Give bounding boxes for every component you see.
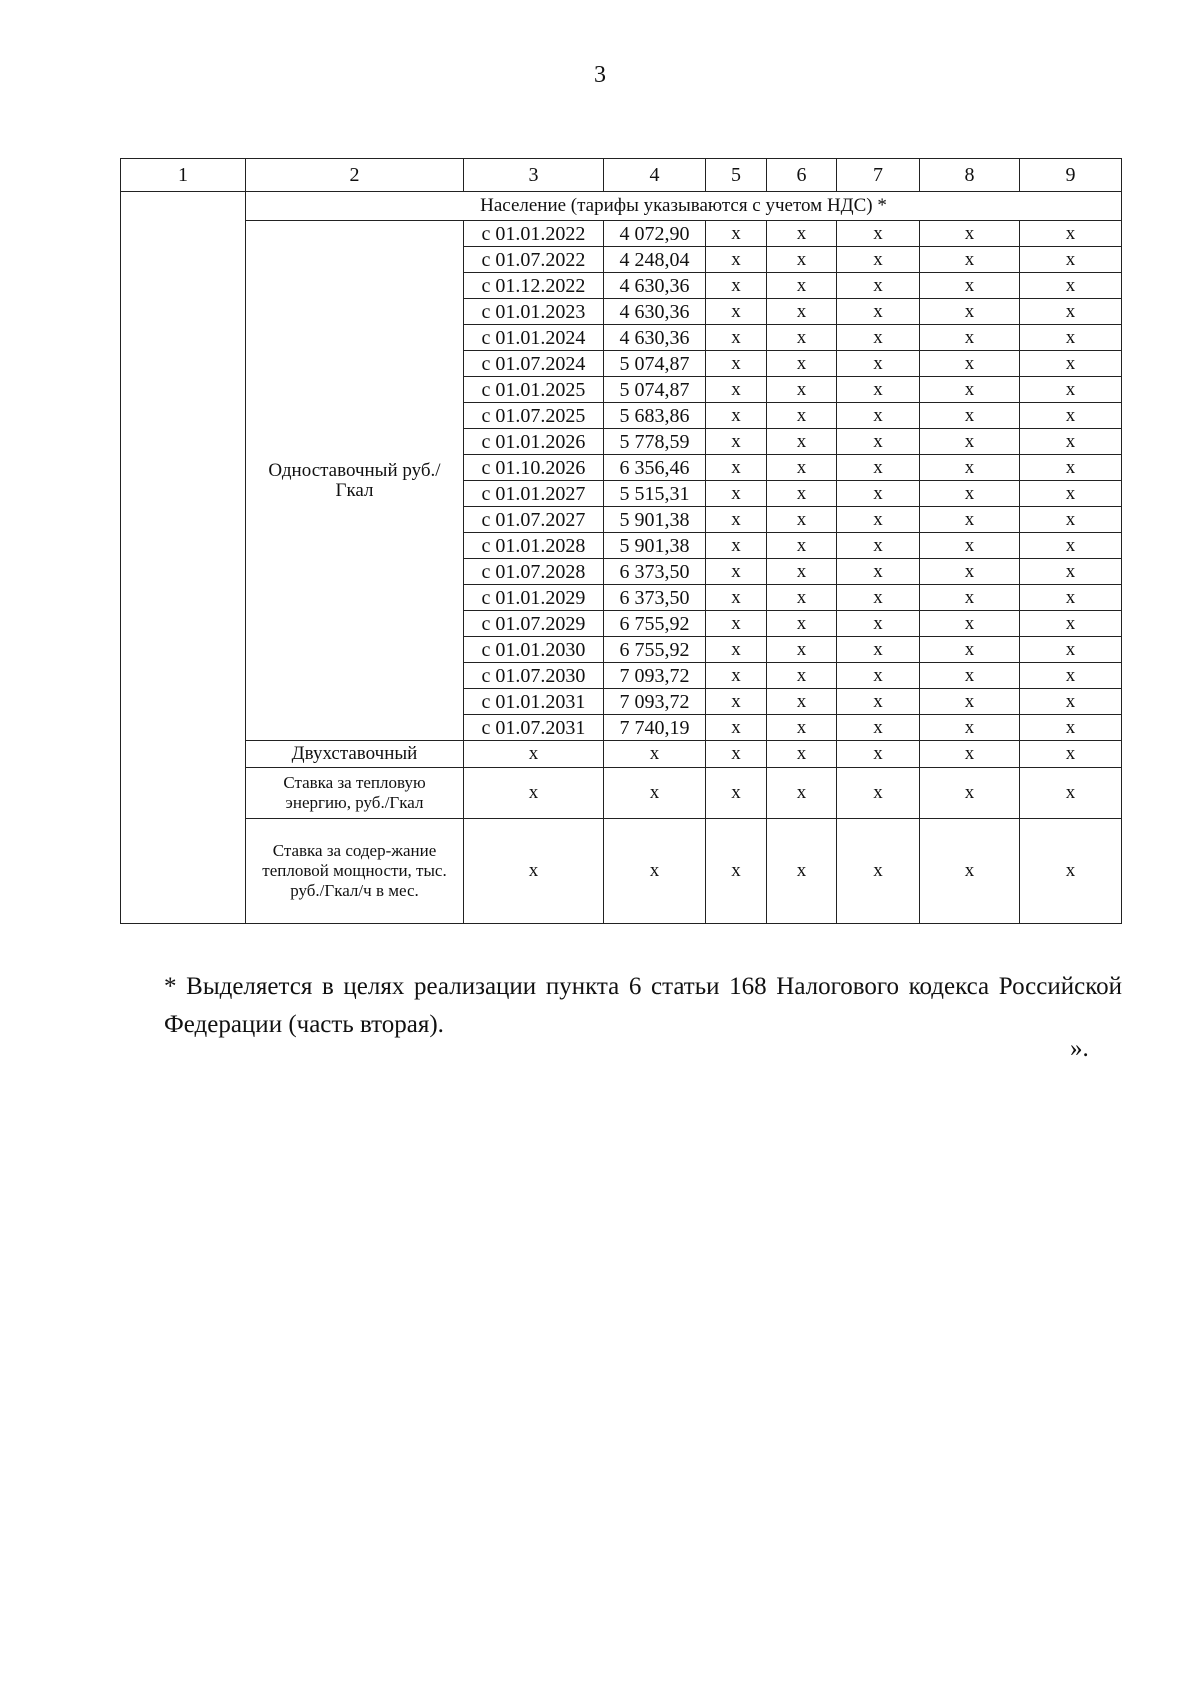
effective-date: с 01.01.2028: [464, 533, 604, 559]
empty-marker: х: [920, 325, 1020, 351]
effective-date: с 01.07.2031: [464, 715, 604, 741]
empty-marker: х: [1020, 273, 1122, 299]
empty-marker: х: [837, 351, 920, 377]
effective-date: с 01.01.2031: [464, 689, 604, 715]
empty-marker: х: [706, 299, 767, 325]
column-header: 8: [920, 159, 1020, 192]
empty-marker: х: [706, 715, 767, 741]
empty-marker: х: [837, 768, 920, 819]
effective-date: с 01.01.2029: [464, 585, 604, 611]
empty-marker: х: [464, 768, 604, 819]
column-header: 3: [464, 159, 604, 192]
empty-marker: х: [706, 377, 767, 403]
empty-marker: х: [767, 455, 837, 481]
tariff-value: 4 248,04: [604, 247, 706, 273]
tariff-value: 4 630,36: [604, 273, 706, 299]
empty-marker: х: [1020, 533, 1122, 559]
empty-marker: х: [706, 611, 767, 637]
empty-marker: х: [1020, 429, 1122, 455]
empty-marker: х: [706, 819, 767, 924]
empty-marker: х: [920, 273, 1020, 299]
effective-date: с 01.01.2023: [464, 299, 604, 325]
empty-marker: х: [837, 611, 920, 637]
empty-marker: х: [837, 429, 920, 455]
tariff-value: 5 778,59: [604, 429, 706, 455]
empty-marker: х: [920, 533, 1020, 559]
empty-marker: х: [920, 351, 1020, 377]
empty-marker: х: [837, 819, 920, 924]
tariff-value: 6 373,50: [604, 559, 706, 585]
effective-date: с 01.07.2030: [464, 663, 604, 689]
empty-marker: х: [1020, 689, 1122, 715]
empty-marker: х: [767, 559, 837, 585]
empty-marker: х: [767, 715, 837, 741]
tariff-value: 5 901,38: [604, 533, 706, 559]
empty-marker: х: [706, 247, 767, 273]
empty-marker: х: [767, 768, 837, 819]
empty-marker: х: [1020, 403, 1122, 429]
table-row: [121, 768, 1122, 819]
empty-marker: х: [837, 689, 920, 715]
empty-marker: х: [920, 455, 1020, 481]
section-row: [121, 192, 1122, 221]
effective-date: с 01.07.2029: [464, 611, 604, 637]
footnote: * Выделяется в целях реализации пункта 6 статьи 168 Налогового кодекса Российской Федерации (часть вторая).: [164, 973, 1122, 1038]
empty-marker: х: [920, 507, 1020, 533]
empty-marker: х: [920, 741, 1020, 768]
tariff-value: 6 755,92: [604, 611, 706, 637]
empty-marker: х: [767, 507, 837, 533]
column-header: 5: [706, 159, 767, 192]
empty-marker: х: [920, 715, 1020, 741]
empty-marker: х: [920, 299, 1020, 325]
empty-marker: х: [767, 403, 837, 429]
empty-marker: х: [706, 507, 767, 533]
empty-marker: х: [920, 377, 1020, 403]
table-row: [121, 819, 1122, 924]
empty-marker: х: [837, 507, 920, 533]
empty-marker: х: [604, 741, 706, 768]
effective-date: с 01.07.2027: [464, 507, 604, 533]
effective-date: с 01.07.2028: [464, 559, 604, 585]
empty-marker: х: [706, 351, 767, 377]
blank-first-column: [121, 192, 246, 924]
empty-marker: х: [706, 768, 767, 819]
empty-marker: х: [767, 611, 837, 637]
page-number: 3: [594, 62, 606, 88]
column-number-row: [121, 159, 1122, 192]
empty-marker: х: [920, 637, 1020, 663]
empty-marker: х: [837, 585, 920, 611]
empty-marker: х: [920, 247, 1020, 273]
empty-marker: х: [706, 403, 767, 429]
empty-marker: х: [706, 741, 767, 768]
tariff-table: [120, 158, 1122, 924]
tariff-value: 4 630,36: [604, 299, 706, 325]
effective-date: с 01.10.2026: [464, 455, 604, 481]
empty-marker: х: [837, 273, 920, 299]
empty-marker: х: [1020, 221, 1122, 247]
empty-marker: х: [837, 377, 920, 403]
empty-marker: х: [1020, 611, 1122, 637]
empty-marker: х: [706, 585, 767, 611]
empty-marker: х: [1020, 715, 1122, 741]
empty-marker: х: [1020, 455, 1122, 481]
column-header: 7: [837, 159, 920, 192]
empty-marker: х: [1020, 819, 1122, 924]
effective-date: с 01.07.2024: [464, 351, 604, 377]
empty-marker: х: [920, 221, 1020, 247]
effective-date: с 01.01.2024: [464, 325, 604, 351]
tariff-value: 7 740,19: [604, 715, 706, 741]
empty-marker: х: [767, 637, 837, 663]
effective-date: с 01.07.2022: [464, 247, 604, 273]
empty-marker: х: [1020, 559, 1122, 585]
empty-marker: х: [706, 325, 767, 351]
empty-marker: х: [767, 741, 837, 768]
empty-marker: х: [837, 559, 920, 585]
empty-marker: х: [767, 247, 837, 273]
tariff-value: 5 074,87: [604, 351, 706, 377]
empty-marker: х: [767, 689, 837, 715]
effective-date: с 01.07.2025: [464, 403, 604, 429]
empty-marker: х: [604, 768, 706, 819]
empty-marker: х: [767, 325, 837, 351]
capacity-rate-label: Ставка за содер-жание тепловой мощности, тыс. руб./Гкал/ч в мес.: [246, 819, 464, 924]
empty-marker: х: [706, 429, 767, 455]
effective-date: с 01.01.2025: [464, 377, 604, 403]
empty-marker: х: [767, 299, 837, 325]
empty-marker: х: [1020, 663, 1122, 689]
empty-marker: х: [920, 611, 1020, 637]
empty-marker: х: [1020, 299, 1122, 325]
empty-marker: х: [464, 741, 604, 768]
empty-marker: х: [1020, 768, 1122, 819]
tariff-value: 5 074,87: [604, 377, 706, 403]
empty-marker: х: [837, 299, 920, 325]
empty-marker: х: [1020, 247, 1122, 273]
empty-marker: х: [920, 768, 1020, 819]
empty-marker: х: [1020, 377, 1122, 403]
one-part-tariff-label: Одноставочный руб./Гкал: [246, 221, 464, 741]
table-body: [121, 159, 1122, 924]
empty-marker: х: [706, 663, 767, 689]
empty-marker: х: [767, 429, 837, 455]
empty-marker: х: [837, 533, 920, 559]
empty-marker: х: [920, 585, 1020, 611]
empty-marker: х: [706, 689, 767, 715]
empty-marker: х: [920, 663, 1020, 689]
tariff-value: 7 093,72: [604, 663, 706, 689]
tariff-value: 6 373,50: [604, 585, 706, 611]
empty-marker: х: [464, 819, 604, 924]
tariff-value: 7 093,72: [604, 689, 706, 715]
empty-marker: х: [920, 819, 1020, 924]
column-header: 4: [604, 159, 706, 192]
empty-marker: х: [837, 715, 920, 741]
empty-marker: х: [706, 533, 767, 559]
effective-date: с 01.01.2022: [464, 221, 604, 247]
empty-marker: х: [837, 663, 920, 689]
tariff-value: 5 683,86: [604, 403, 706, 429]
column-header: 6: [767, 159, 837, 192]
column-header: 1: [121, 159, 246, 192]
effective-date: с 01.01.2027: [464, 481, 604, 507]
empty-marker: х: [837, 455, 920, 481]
effective-date: с 01.01.2030: [464, 637, 604, 663]
empty-marker: х: [920, 559, 1020, 585]
empty-marker: х: [1020, 637, 1122, 663]
empty-marker: х: [920, 403, 1020, 429]
empty-marker: х: [767, 533, 837, 559]
table-row: [121, 741, 1122, 768]
empty-marker: х: [920, 481, 1020, 507]
empty-marker: х: [767, 585, 837, 611]
heat-energy-rate-label: Ставка за тепловую энергию, руб./Гкал: [246, 768, 464, 819]
effective-date: с 01.12.2022: [464, 273, 604, 299]
empty-marker: х: [1020, 507, 1122, 533]
empty-marker: х: [706, 455, 767, 481]
empty-marker: х: [767, 819, 837, 924]
empty-marker: х: [767, 273, 837, 299]
empty-marker: х: [706, 273, 767, 299]
empty-marker: х: [837, 403, 920, 429]
empty-marker: х: [1020, 481, 1122, 507]
empty-marker: х: [706, 481, 767, 507]
empty-marker: х: [604, 819, 706, 924]
tariff-value: 4 630,36: [604, 325, 706, 351]
tariff-value: 6 356,46: [604, 455, 706, 481]
empty-marker: х: [837, 221, 920, 247]
empty-marker: х: [920, 689, 1020, 715]
tariff-value: 6 755,92: [604, 637, 706, 663]
empty-marker: х: [837, 247, 920, 273]
tariff-value: 5 901,38: [604, 507, 706, 533]
empty-marker: х: [767, 481, 837, 507]
empty-marker: х: [767, 377, 837, 403]
empty-marker: х: [837, 481, 920, 507]
empty-marker: х: [920, 429, 1020, 455]
column-header: 2: [246, 159, 464, 192]
effective-date: с 01.01.2026: [464, 429, 604, 455]
empty-marker: х: [1020, 741, 1122, 768]
empty-marker: х: [706, 559, 767, 585]
closing-quote: ».: [1070, 1035, 1089, 1062]
empty-marker: х: [837, 325, 920, 351]
empty-marker: х: [767, 221, 837, 247]
empty-marker: х: [706, 221, 767, 247]
empty-marker: х: [837, 637, 920, 663]
empty-marker: х: [837, 741, 920, 768]
section-title: Население (тарифы указываются с учетом НДС) *: [246, 192, 1122, 221]
tariff-value: 4 072,90: [604, 221, 706, 247]
empty-marker: х: [706, 637, 767, 663]
empty-marker: х: [767, 663, 837, 689]
column-header: 9: [1020, 159, 1122, 192]
empty-marker: х: [1020, 585, 1122, 611]
tariff-value: 5 515,31: [604, 481, 706, 507]
two-part-tariff-label: Двухставочный: [246, 741, 464, 768]
table-row: [121, 221, 1122, 247]
empty-marker: х: [1020, 325, 1122, 351]
empty-marker: х: [767, 351, 837, 377]
empty-marker: х: [1020, 351, 1122, 377]
